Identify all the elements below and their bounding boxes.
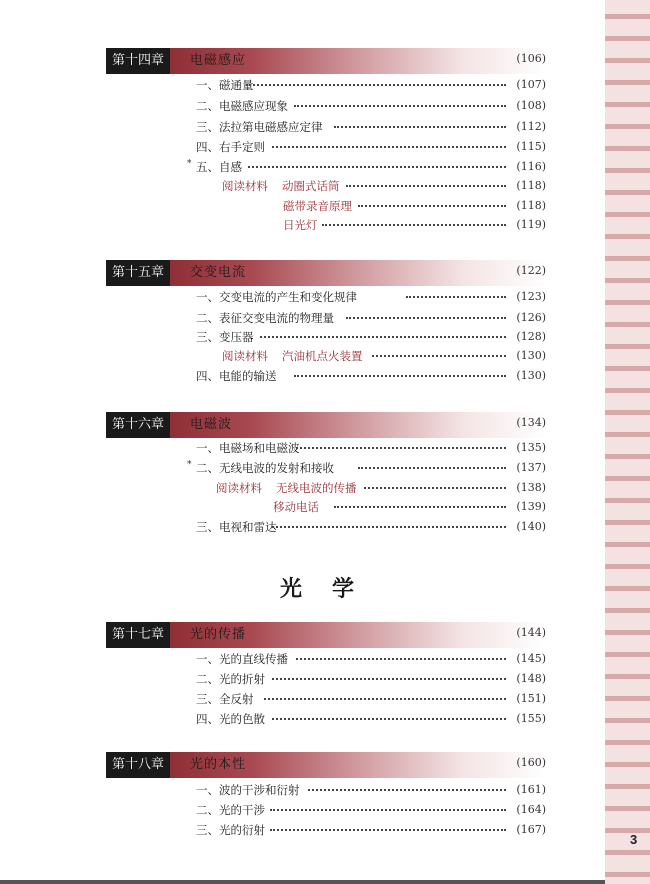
dot-leader: [294, 375, 506, 377]
toc-entry-title: 一、磁通量: [196, 78, 254, 92]
chapter-header: [106, 622, 546, 648]
toc-entry: [0, 670, 546, 688]
chapter-page-number: (134): [516, 416, 546, 429]
dot-leader: [296, 658, 506, 660]
dot-leader: [358, 467, 506, 469]
toc-entry: [0, 216, 546, 234]
dot-leader: [322, 224, 506, 226]
toc-entry-page-number: (107): [516, 78, 546, 91]
toc-entry-page-number: (167): [516, 823, 546, 836]
toc-entry-page-number: (138): [516, 481, 546, 494]
chapter-title: 电磁感应: [190, 53, 247, 68]
chapter-header: [106, 752, 546, 778]
toc-entry: [0, 177, 546, 195]
toc-entry-title: 无线电波的传播: [276, 481, 357, 495]
chapter-page-number: (160): [516, 756, 546, 769]
chapter-title: 光的传播: [190, 627, 247, 642]
dot-leader: [334, 126, 506, 128]
dot-leader: [248, 166, 506, 168]
dot-leader: [270, 809, 506, 811]
toc-entry: [0, 459, 546, 477]
page-number: 3: [630, 832, 638, 847]
toc-entry-title: 二、光的干涉: [196, 803, 265, 817]
optional-marker: *: [187, 460, 192, 470]
toc-entry-page-number: (145): [516, 652, 546, 665]
chapter-page-number: (122): [516, 264, 546, 277]
toc-entry-title: 二、电磁感应现象: [196, 99, 288, 113]
chapter-page-number: (144): [516, 626, 546, 639]
toc-entry-title: 移动电话: [273, 500, 319, 514]
dot-leader: [308, 789, 506, 791]
chapter-header: [98, 260, 546, 286]
toc-entry: [0, 690, 546, 708]
toc-entry: [0, 367, 546, 385]
toc-entry-title: 磁带录音原理: [283, 199, 352, 213]
dot-leader: [246, 84, 506, 86]
toc-entry-page-number: (155): [516, 712, 546, 725]
chapter-header: [106, 48, 546, 74]
toc-entry: [0, 439, 546, 457]
toc-entry-title: 二、光的折射: [196, 672, 265, 686]
toc-entry-page-number: (161): [516, 783, 546, 796]
chapter-label: 第十四章: [106, 48, 170, 74]
toc-entry-page-number: (140): [516, 520, 546, 533]
dot-leader: [272, 678, 506, 680]
toc-entry: [0, 138, 546, 156]
dot-leader: [358, 205, 506, 207]
toc-entry-title: 动圈式话筒: [282, 179, 340, 193]
toc-entry-title: 四、右手定则: [196, 140, 265, 154]
chapter-title: 光的本性: [190, 757, 247, 772]
toc-entry: [0, 97, 546, 115]
toc-entry-page-number: (108): [516, 99, 546, 112]
toc-entry: [0, 710, 546, 728]
toc-entry-title: 三、电视和雷达: [196, 520, 277, 534]
toc-entry-title: 四、电能的输送: [196, 369, 277, 383]
section-heading-optics: 光学: [280, 576, 385, 602]
optional-marker: *: [98, 262, 103, 272]
toc-entry: [0, 288, 546, 306]
toc-entry: [0, 76, 546, 94]
toc-entry: [0, 498, 546, 516]
toc-entry: [0, 801, 546, 819]
toc-entry-page-number: (139): [516, 500, 546, 513]
toc-entry: [0, 650, 546, 668]
toc-entry: [0, 781, 546, 799]
chapter-page-number: (106): [516, 52, 546, 65]
chapter-label: 第十五章: [106, 260, 170, 286]
dot-leader: [334, 506, 506, 508]
toc-entry-page-number: (123): [516, 290, 546, 303]
optional-marker: *: [187, 159, 192, 169]
toc-entry-page-number: (126): [516, 311, 546, 324]
dot-leader: [270, 829, 506, 831]
toc-entry-title: 三、变压器: [196, 330, 254, 344]
dot-leader: [346, 317, 506, 319]
dot-leader: [260, 336, 506, 338]
reading-material-label: 阅读材料: [222, 179, 268, 193]
toc-entry-page-number: (119): [516, 218, 546, 231]
toc-entry-title: 一、波的干涉和衍射: [196, 783, 300, 797]
toc-entry: [0, 328, 546, 346]
toc-entry-page-number: (112): [516, 120, 546, 133]
toc-entry: [0, 158, 546, 176]
dot-leader: [372, 355, 506, 357]
toc-entry-page-number: (135): [516, 441, 546, 454]
dot-leader: [406, 296, 506, 298]
toc-entry-title: 三、光的衍射: [196, 823, 265, 837]
chapter-label: 第十六章: [106, 412, 170, 438]
toc-entry-page-number: (118): [516, 179, 546, 192]
dot-leader: [272, 146, 506, 148]
toc-entry-page-number: (151): [516, 692, 546, 705]
toc-entry: [0, 518, 546, 536]
toc-entry-page-number: (130): [516, 369, 546, 382]
dot-leader: [272, 526, 506, 528]
dot-leader: [264, 698, 506, 700]
dot-leader: [364, 487, 506, 489]
toc-entry-title: 二、表征交变电流的物理量: [196, 311, 334, 325]
side-edge-strip: [605, 0, 650, 884]
toc-entry-title: 一、电磁场和电磁波: [196, 441, 300, 455]
toc-entry-page-number: (130): [516, 349, 546, 362]
chapter-label: 第十八章: [106, 752, 170, 778]
dot-leader: [346, 185, 506, 187]
toc-entry-page-number: (128): [516, 330, 546, 343]
toc-entry-title: 二、无线电波的发射和接收: [196, 461, 334, 475]
toc-entry-title: 四、光的色散: [196, 712, 265, 726]
chapter-label: 第十七章: [106, 622, 170, 648]
toc-entry: [0, 821, 546, 839]
toc-entry: [0, 118, 546, 136]
toc-entry-title: 一、光的直线传播: [196, 652, 288, 666]
reading-material-label: 阅读材料: [222, 349, 268, 363]
toc-entry-page-number: (116): [516, 160, 546, 173]
reading-material-label: 阅读材料: [216, 481, 262, 495]
toc-entry: [0, 347, 546, 365]
dot-leader: [272, 718, 506, 720]
toc-entry-title: 汽油机点火装置: [282, 349, 363, 363]
chapter-header: [106, 412, 546, 438]
toc-entry-page-number: (148): [516, 672, 546, 685]
dot-leader: [294, 105, 506, 107]
toc-entry: [0, 197, 546, 215]
toc-entry-title: 三、法拉第电磁感应定律: [196, 120, 323, 134]
toc-entry-title: 三、全反射: [196, 692, 254, 706]
bottom-rule: [0, 880, 605, 884]
toc-entry-page-number: (118): [516, 199, 546, 212]
toc-entry: [0, 309, 546, 327]
dot-leader: [296, 447, 506, 449]
toc-entry: [0, 479, 546, 497]
chapter-title: 交变电流: [190, 265, 247, 280]
chapter-title: 电磁波: [190, 417, 233, 432]
toc-entry-title: 一、交变电流的产生和变化规律: [196, 290, 357, 304]
toc-entry-page-number: (164): [516, 803, 546, 816]
toc-entry-page-number: (137): [516, 461, 546, 474]
toc-entry-title: 日光灯: [283, 218, 318, 232]
toc-entry-title: 五、自感: [196, 160, 242, 174]
toc-entry-page-number: (115): [516, 140, 546, 153]
